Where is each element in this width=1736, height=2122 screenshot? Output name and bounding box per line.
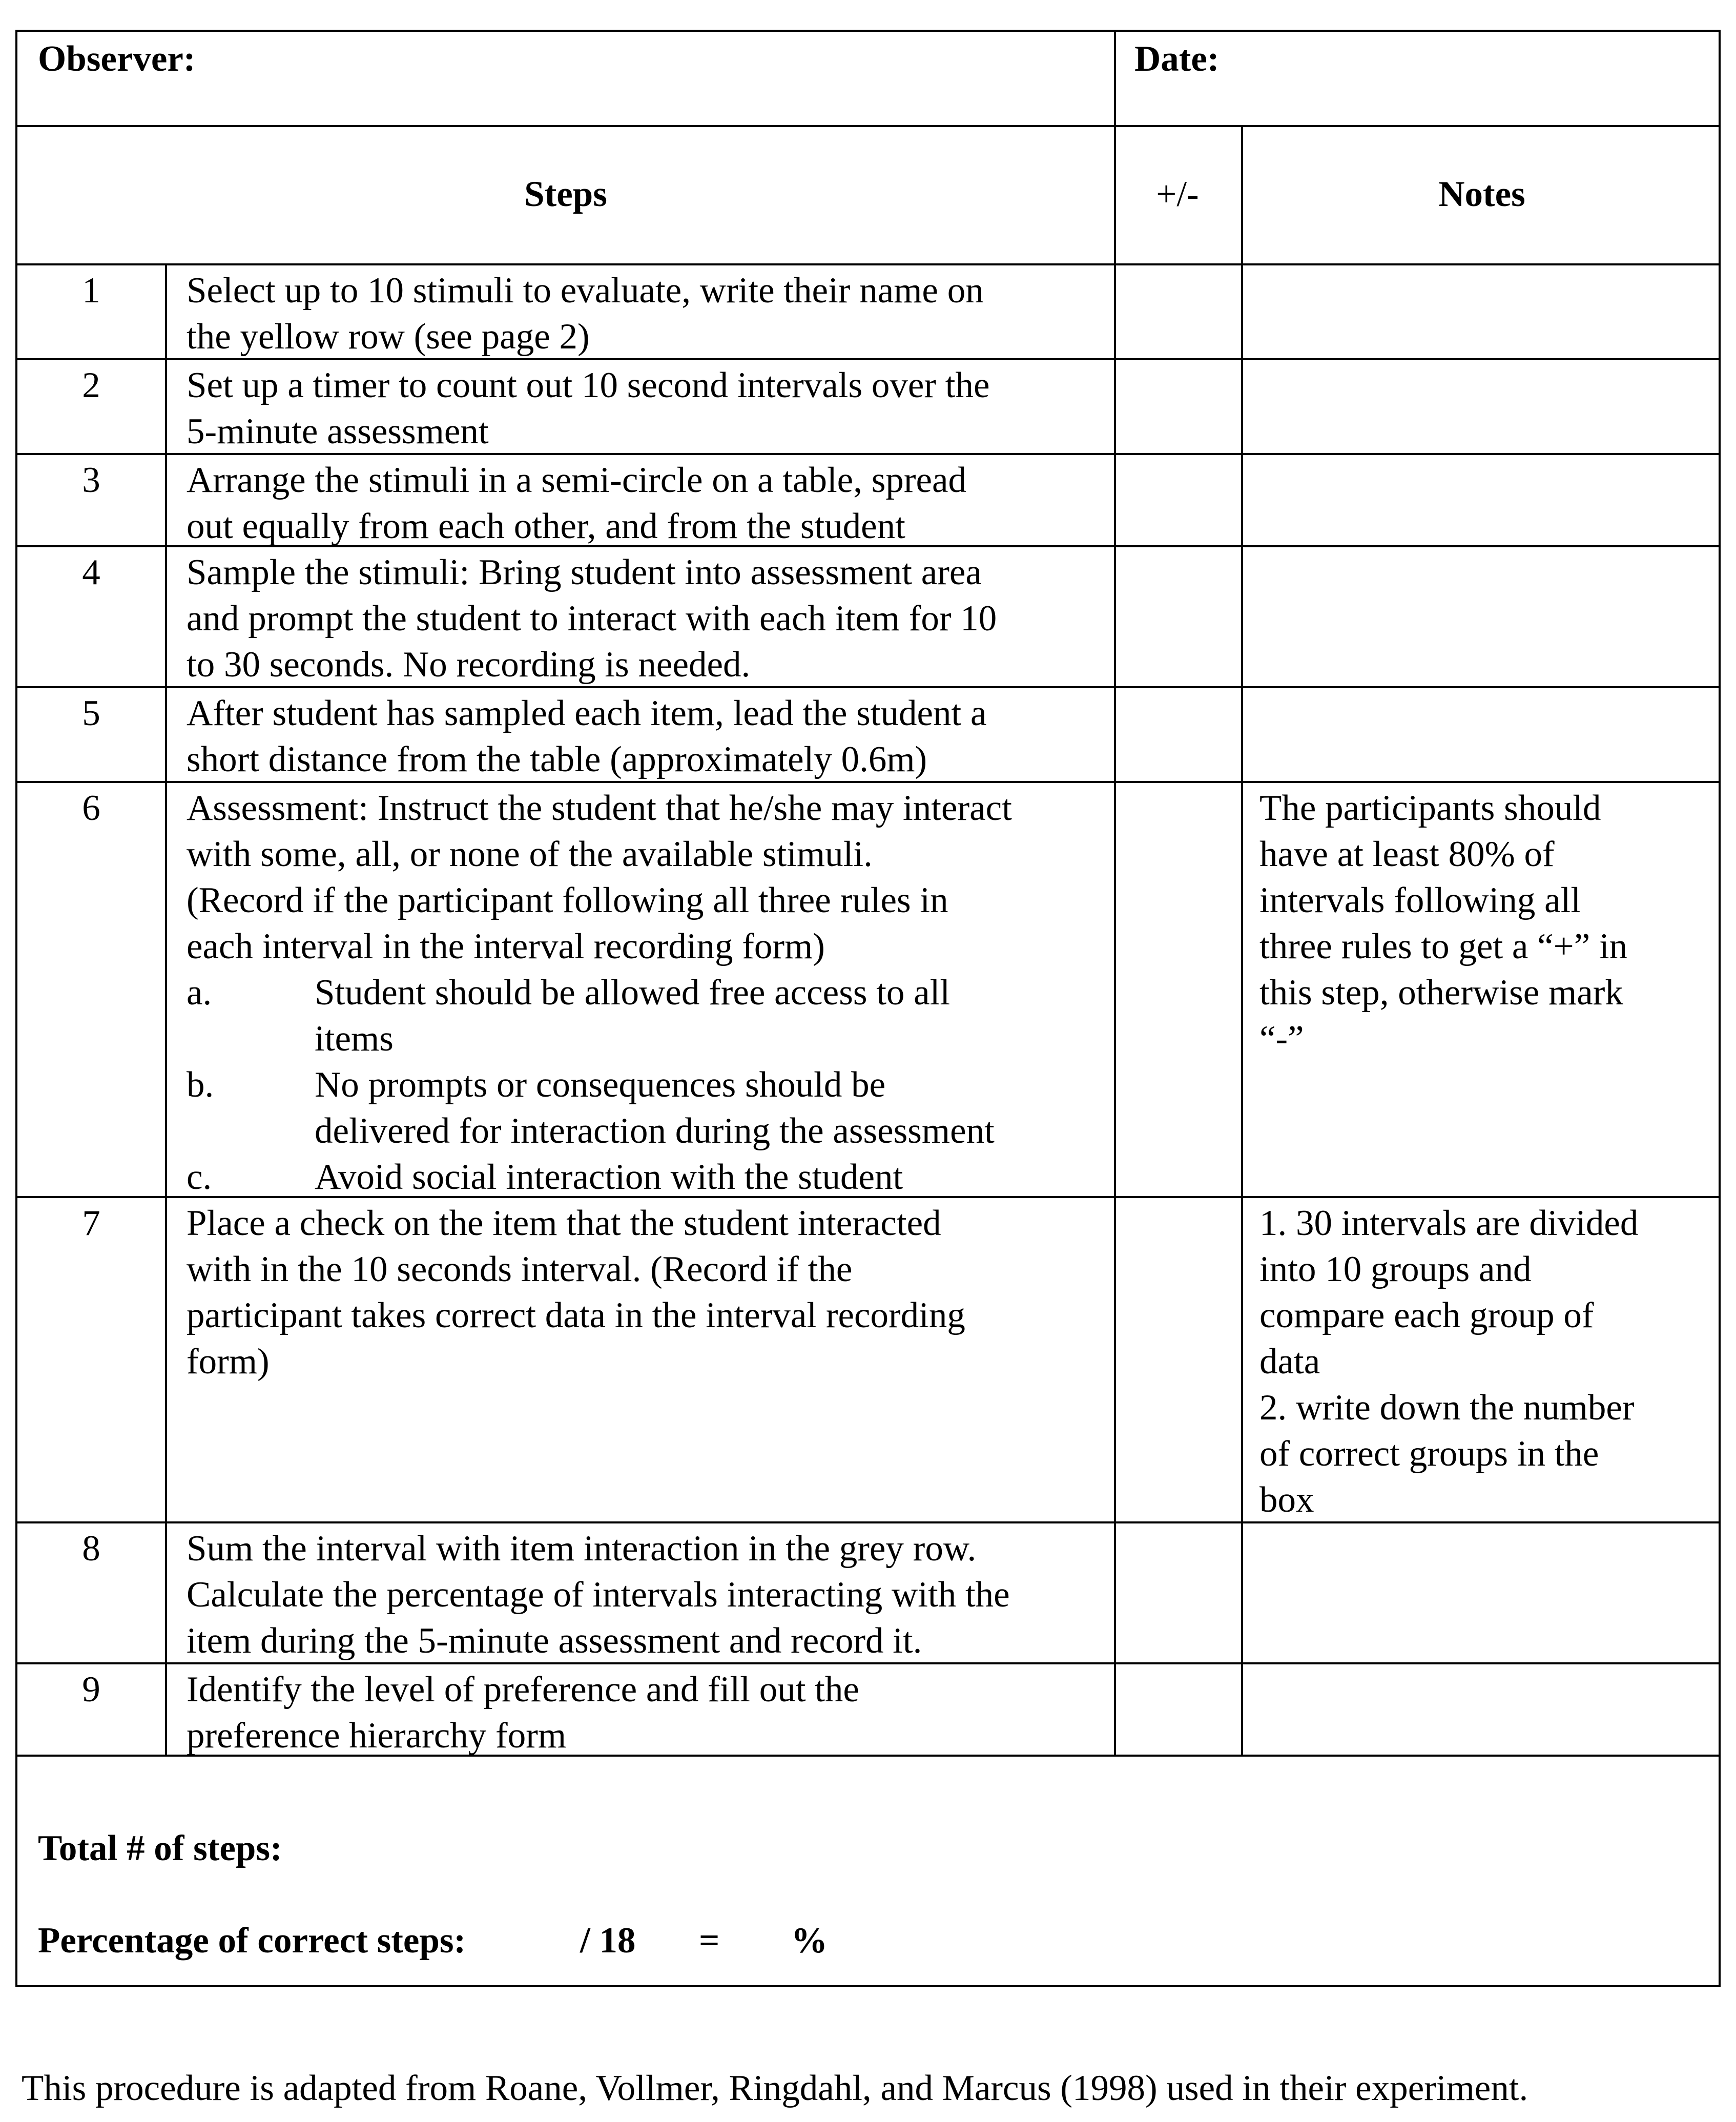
sub-step-text: Student should be allowed free access to all (315, 973, 950, 1013)
divider (1241, 125, 1243, 1757)
step-line: the yellow row (see page 2) (187, 317, 590, 357)
step-line: 5-minute assessment (187, 411, 489, 451)
sub-step-line (187, 1108, 1012, 1154)
sub-step-text: No prompts or consequences should be (315, 1065, 886, 1105)
sub-step-marker: c. (187, 1157, 212, 1197)
steps-column-header: Steps (524, 174, 607, 214)
sub-step-text: Avoid social interaction with the student (315, 1157, 903, 1197)
sub-step-marker: b. (187, 1065, 214, 1105)
step-line: to 30 seconds. No recording is needed. (187, 645, 751, 685)
plus-minus-column-header: +/- (1156, 174, 1199, 214)
total-steps-label: Total # of steps: (38, 1828, 282, 1868)
sub-step-line (187, 1062, 1012, 1108)
note-line: 2. write down the number (1259, 1388, 1635, 1428)
step-text (187, 267, 984, 360)
step-number: 3 (82, 460, 100, 500)
step-line: with in the 10 seconds interval. (Record if the (187, 1249, 853, 1289)
step-line: and prompt the student to interact with each item for 10 (187, 599, 997, 638)
note-line: “-” (1259, 1019, 1304, 1059)
note-line: three rules to get a “+” in (1259, 926, 1628, 966)
step-line: preference hierarchy form (187, 1716, 567, 1756)
step-text (187, 690, 986, 782)
step-line: participant takes correct data in the interval recording (187, 1295, 965, 1335)
observer-label: Observer: (38, 39, 196, 79)
step-number: 4 (82, 552, 100, 592)
step-line: Identify the level of preference and fill out the (187, 1670, 859, 1709)
checklist-table (15, 30, 1721, 1987)
step-line: Calculate the percentage of intervals interacting with the (187, 1575, 1010, 1615)
step-line: Place a check on the item that the student interacted (187, 1203, 941, 1243)
step-text (187, 1200, 965, 1385)
note-line: have at least 80% of (1259, 834, 1555, 874)
step-line: Assessment: Instruct the student that he/she may interact (187, 788, 1012, 828)
note-line: 1. 30 intervals are divided (1259, 1203, 1639, 1243)
step-line: out equally from each other, and from the student (187, 506, 905, 546)
step-line: (Record if the participant following all three rules in (187, 880, 948, 920)
step-line: with some, all, or none of the available stimuli. (187, 834, 873, 874)
note-line: The participants should (1259, 788, 1601, 828)
step-line: short distance from the table (approximately 0.6m) (187, 739, 927, 779)
note-line: data (1259, 1342, 1320, 1382)
divisor: / 18 (580, 1921, 636, 1961)
step-number: 1 (82, 271, 100, 311)
note-line: intervals following all (1259, 880, 1581, 920)
date-label: Date: (1134, 39, 1220, 79)
notes-column-header: Notes (1438, 174, 1525, 214)
percentage-label: Percentage of correct steps: (38, 1921, 466, 1961)
step-number: 9 (82, 1670, 100, 1709)
equals-sign: = (699, 1921, 720, 1961)
note-line: compare each group of (1259, 1295, 1594, 1335)
step-text (187, 549, 997, 688)
step-line: Set up a timer to count out 10 second intervals over the (187, 365, 990, 405)
step-text (187, 1666, 859, 1759)
sub-step-text: items (315, 1019, 394, 1059)
sub-step-line (187, 1154, 1012, 1200)
step-number: 6 (82, 788, 100, 828)
step-line: After student has sampled each item, lead the student a (187, 693, 987, 733)
step-line: form) (187, 1342, 270, 1382)
step-text (187, 362, 990, 455)
step-note (1259, 1200, 1638, 1523)
sub-step-marker: a. (187, 973, 212, 1013)
step-line: Sum the interval with item interaction in the grey row. (187, 1529, 977, 1569)
divider (17, 263, 1719, 265)
step-text (187, 1526, 1010, 1664)
step-line: Select up to 10 stimuli to evaluate, write their name on (187, 271, 984, 311)
note-line: of correct groups in the (1259, 1434, 1599, 1474)
step-note (1259, 785, 1627, 1062)
note-line: this step, otherwise mark (1259, 973, 1623, 1013)
step-number: 7 (82, 1203, 100, 1243)
footer-citation: This procedure is adapted from Roane, Vollmer, Ringdahl, and Marcus (1998) used in their experiment. (22, 2068, 1528, 2108)
divider (165, 263, 167, 1757)
sub-step-text: delivered for interaction during the assessment (315, 1111, 995, 1151)
step-number: 2 (82, 365, 100, 405)
note-line: box (1259, 1480, 1314, 1520)
step-line: Arrange the stimuli in a semi-circle on a table, spread (187, 460, 966, 500)
divider (17, 125, 1719, 127)
step-line: Sample the stimuli: Bring student into assessment area (187, 552, 982, 592)
step-line: item during the 5-minute assessment and record it. (187, 1621, 922, 1661)
sub-step-line (187, 1016, 1012, 1062)
divider (1114, 32, 1116, 1757)
step-number: 5 (82, 693, 100, 733)
percent-sign: % (791, 1921, 828, 1961)
step-line: each interval in the interval recording form) (187, 926, 825, 966)
sub-step-line (187, 970, 1012, 1016)
step-number: 8 (82, 1529, 100, 1569)
step-text (187, 457, 966, 549)
note-line: into 10 groups and (1259, 1249, 1532, 1289)
step-text (187, 785, 1012, 1200)
